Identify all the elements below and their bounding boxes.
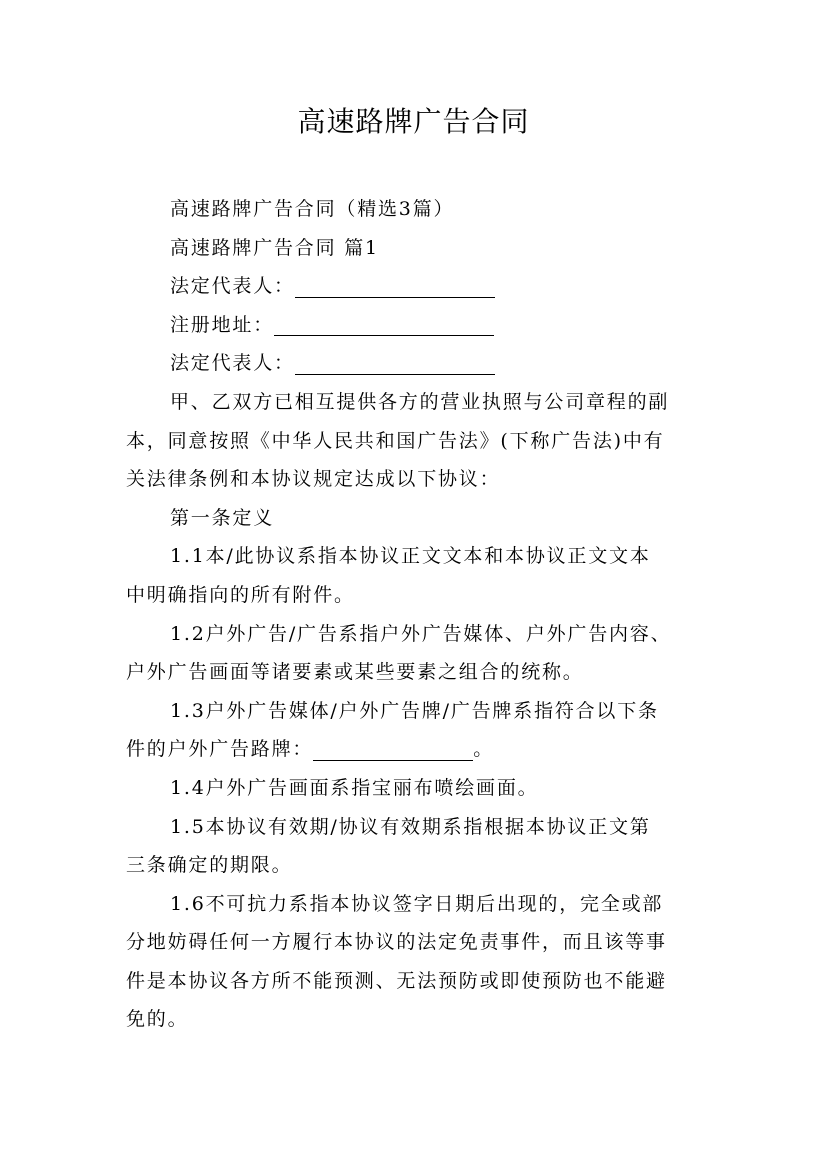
legal-rep-blank-1 bbox=[295, 271, 495, 298]
intro-line-3: 关法律条例和本协议规定达成以下协议： bbox=[126, 468, 501, 491]
reg-address-field bbox=[126, 306, 708, 345]
document-title: 高速路牌广告合同 bbox=[297, 105, 530, 138]
legal-rep-label-2: 法定代表人： bbox=[170, 352, 295, 375]
def-1-5-line-2: 三条确定的期限。 bbox=[126, 854, 293, 877]
def-1-6-line-1: 1.6不可抗力系指本协议签字日期后出现的，完全或部 bbox=[170, 892, 664, 915]
def-1-3-line-2-text: 件的户外广告路牌： bbox=[126, 738, 314, 761]
subtitle-line: 高速路牌广告合同（精选3篇） bbox=[170, 198, 455, 220]
legal-rep-field-2 bbox=[126, 344, 708, 383]
reg-address-label: 注册地址： bbox=[170, 313, 275, 336]
def-1-3-period: 。 bbox=[473, 738, 495, 761]
def-1-3-line-2 bbox=[126, 730, 708, 769]
intro-line-1: 甲、乙双方已相互提供各方的营业执照与公司章程的副 bbox=[170, 390, 670, 413]
def-1-1-line-1: 1.1本/此协议系指本协议正文文本和本协议正文文本 bbox=[170, 545, 651, 568]
document-body bbox=[126, 190, 708, 1039]
legal-rep-field-1 bbox=[126, 267, 708, 306]
legal-rep-blank-2 bbox=[295, 348, 495, 375]
def-1-6-line-4: 免的。 bbox=[126, 1008, 189, 1031]
def-1-4-line: 1.4户外广告画面系指宝丽布喷绘画面。 bbox=[170, 776, 539, 799]
reg-address-blank bbox=[274, 309, 494, 336]
intro-line-2: 本，同意按照《中华人民共和国广告法》(下称广告法)中有 bbox=[126, 429, 665, 452]
legal-rep-label-1: 法定代表人： bbox=[170, 275, 295, 298]
def-1-6-line-3: 件是本协议各方所不能预测、无法预防或即使预防也不能避 bbox=[126, 969, 667, 992]
def-1-1-line-2: 中明确指向的所有附件。 bbox=[126, 583, 355, 606]
billboard-blank bbox=[313, 734, 473, 761]
part-heading: 高速路牌广告合同 篇1 bbox=[170, 236, 379, 259]
article-1-heading: 第一条定义 bbox=[170, 506, 275, 529]
def-1-5-line-1: 1.5本协议有效期/协议有效期系指根据本协议正文第 bbox=[170, 815, 651, 838]
def-1-6-line-2: 分地妨碍任何一方履行本协议的法定免责事件，而且该等事 bbox=[126, 931, 667, 954]
def-1-2-line-1: 1.2户外广告/广告系指户外广告媒体、户外广告内容、 bbox=[170, 622, 672, 645]
def-1-2-line-2: 户外广告画面等诸要素或某些要素之组合的统称。 bbox=[126, 661, 584, 684]
def-1-3-line-1: 1.3户外广告媒体/户外广告牌/广告牌系指符合以下条 bbox=[170, 699, 659, 722]
